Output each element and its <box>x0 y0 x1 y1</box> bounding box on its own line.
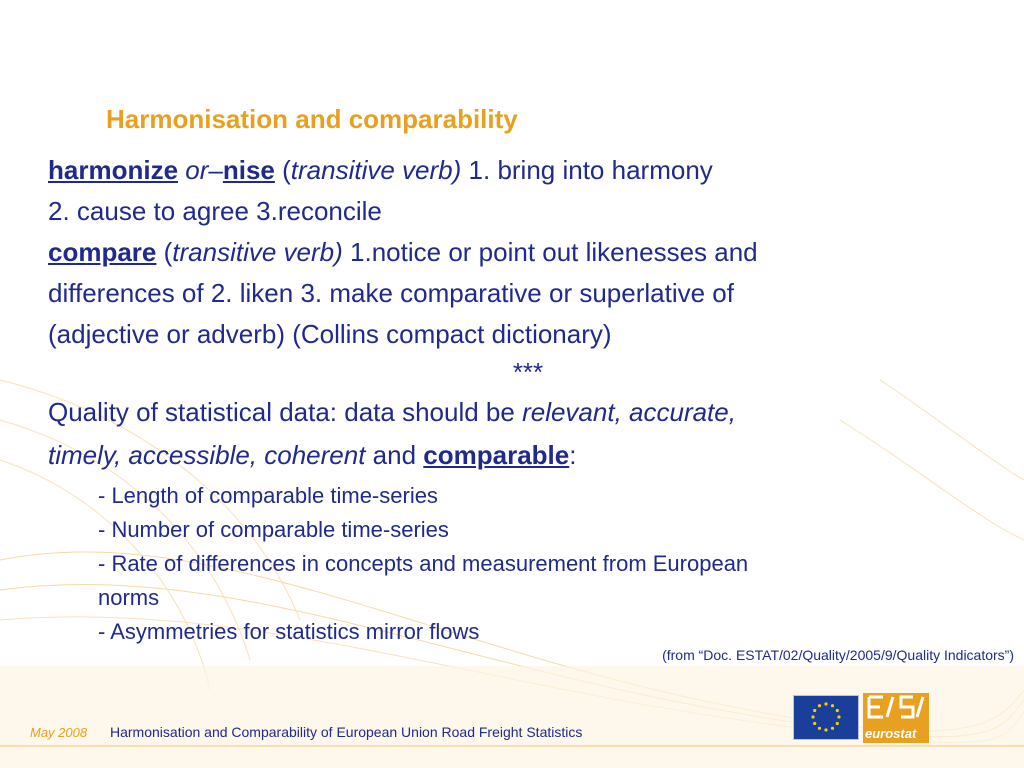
compare-sense-1: 1.notice or point out likenesses and <box>350 237 758 267</box>
slide-title: Harmonisation and comparability <box>106 104 518 134</box>
footer-date: May 2008 <box>30 725 88 740</box>
term-harmonize: harmonize <box>48 155 179 185</box>
and-word: and <box>372 440 417 470</box>
term-comparable: comparable <box>423 440 570 470</box>
eurostat-wordmark: eurostat <box>865 726 917 741</box>
list-item: - Rate of differences in concepts and measurement from European <box>98 551 749 576</box>
comparability-indicators-list <box>98 479 998 649</box>
part-of-speech: transitive verb) <box>172 237 343 267</box>
or-word: or <box>185 155 209 185</box>
term-compare: compare <box>48 237 157 267</box>
pos-open-paren: ( <box>282 155 291 185</box>
definition-harmonize-line1 <box>48 150 998 191</box>
definition-compare-line3: (adjective or adverb) (Collins compact dictionary) <box>48 319 612 349</box>
quality-statement <box>48 391 998 477</box>
eurostat-logo <box>863 693 929 743</box>
pos-open-paren: ( <box>163 237 173 267</box>
eu-flag-icon <box>793 695 859 740</box>
list-item: - Asymmetries for statistics mirror flows <box>98 619 480 644</box>
quality-criteria-1: relevant, accurate, <box>522 397 736 427</box>
quality-intro: Quality of statistical data: data should be <box>48 397 515 427</box>
list-item: - Length of comparable time-series <box>98 483 438 508</box>
slide-footer <box>0 722 700 744</box>
list-item: - Number of comparable time-series <box>98 517 449 542</box>
term-nise: nise <box>222 155 275 185</box>
definition-compare-line2: differences of 2. liken 3. make comparative or superlative of <box>48 278 734 308</box>
separator: *** <box>512 357 544 387</box>
definition-harmonize-line2: 2. cause to agree 3.reconcile <box>48 196 382 226</box>
sense-1: 1. bring into harmony <box>468 155 713 185</box>
slide-body <box>48 150 998 649</box>
colon: : <box>569 440 577 470</box>
definition-compare-line1 <box>48 232 998 273</box>
quality-criteria-2: timely, accessible, coherent <box>48 440 366 470</box>
list-item-continuation: norms <box>98 585 160 610</box>
dash: – <box>208 155 223 185</box>
source-citation: (from “Doc. ESTAT/02/Quality/2005/9/Quality Indicators”) <box>662 647 1014 663</box>
footer-title: Harmonisation and Comparability of European Union Road Freight Statistics <box>110 724 583 740</box>
part-of-speech: transitive verb) <box>290 155 462 185</box>
